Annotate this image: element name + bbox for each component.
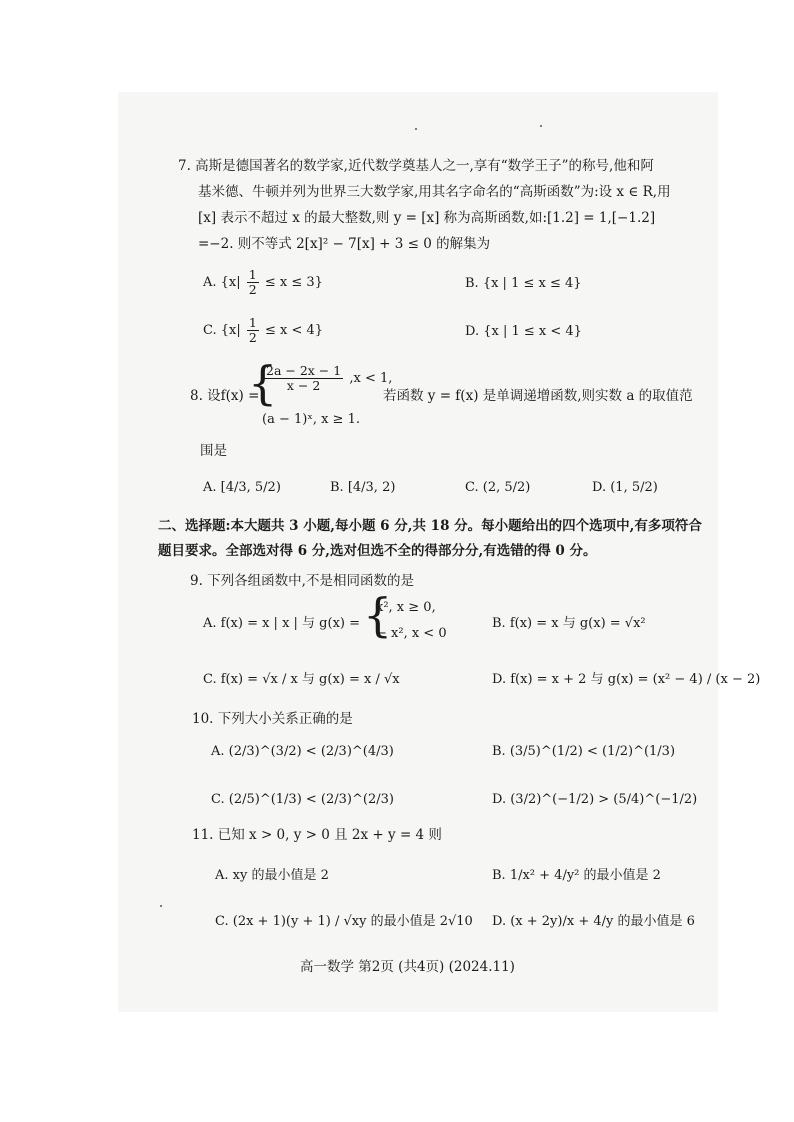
q7-stem-line2: 基米德、牛顿并列为世界三大数学家,用其名字命名的“高斯函数”为:设 x ∈ R,用 xyxy=(198,184,671,200)
q8-case1-condition: ,x < 1, xyxy=(349,371,393,386)
q9-option-d: D. f(x) = x + 2 与 g(x) = (x² − 4) / (x − 2) xyxy=(492,672,761,687)
q9-option-a-case1: x², x ≥ 0, xyxy=(376,600,436,615)
section2-heading-line2: 题目要求。全部选对得 6 分,选对但选不全的得部分分,有选错的得 0 分。 xyxy=(158,543,597,559)
q7-stem-line1: 7. 高斯是德国著名的数学家,近代数学奠基人之一,享有“数学王子”的称号,他和阿 xyxy=(178,158,654,174)
q8-case1 xyxy=(262,364,392,393)
fraction: $\frac{1}{2}$ xyxy=(248,315,257,345)
section2-heading-line1: 二、选择题:本大题共 3 小题,每小题 6 分,共 18 分。每小题给出的四个选项中,有多项符合 xyxy=(158,518,702,534)
fraction: $\frac{1}{2}$ xyxy=(248,267,257,297)
q11-option-a: A. xy 的最小值是 2 xyxy=(215,868,329,883)
q10-stem: 10. 下列大小关系正确的是 xyxy=(192,711,353,727)
q7-option-a-suffix: ≤ x ≤ 3} xyxy=(264,275,323,290)
page-footer: 高一数学 第2页 (共4页) (2024.11) xyxy=(300,959,515,975)
q7-option-a xyxy=(203,268,323,297)
q8-option-a: A. [4/3, 5/2) xyxy=(203,480,281,495)
scan-speck xyxy=(540,125,542,127)
piecewise-brace: { xyxy=(363,588,393,642)
q8-stem-suffix: 若函数 y = f(x) 是单调递增函数,则实数 a 的取值范 xyxy=(383,388,693,404)
q8-option-b: B. [4/3, 2) xyxy=(330,480,396,495)
piecewise-brace: { xyxy=(248,356,278,410)
q7-stem-line4: =−2. 则不等式 2[x]² − 7[x] + 3 ≤ 0 的解集为 xyxy=(198,236,491,252)
q8-option-c: C. (2, 5/2) xyxy=(465,480,531,495)
q10-option-d: D. (3/2)^(−1/2) > (5/4)^(−1/2) xyxy=(492,792,698,807)
q8-option-d: D. (1, 5/2) xyxy=(592,480,658,495)
q8-case2: (a − 1)ˣ, x ≥ 1. xyxy=(262,412,360,427)
q7-stem-line3: [x] 表示不超过 x 的最大整数,则 y = [x] 称为高斯函数,如:[1.2] = 1,[−1.2] xyxy=(198,210,656,226)
q9-option-a-case2: − x², x < 0 xyxy=(376,626,447,641)
q8-stem-line2: 围是 xyxy=(200,443,227,459)
q10-option-b: B. (3/5)^(1/2) < (1/2)^(1/3) xyxy=(492,744,676,759)
q9-option-c: C. f(x) = √x / x 与 g(x) = x / √x xyxy=(203,672,400,687)
q7-option-c-suffix: ≤ x < 4} xyxy=(264,323,324,338)
q11-option-c: C. (2x + 1)(y + 1) / √xy 的最小值是 2√10 xyxy=(215,914,473,929)
q10-option-a: A. (2/3)^(3/2) < (2/3)^(4/3) xyxy=(211,744,394,759)
q11-option-d: D. (x + 2y)/x + 4/y 的最小值是 6 xyxy=(492,914,695,929)
q9-stem: 9. 下列各组函数中,不是相同函数的是 xyxy=(190,573,414,589)
q8-prefix: 8. 设f(x) = xyxy=(190,388,260,404)
scan-speck xyxy=(160,905,162,907)
q11-option-b: B. 1/x² + 4/y² 的最小值是 2 xyxy=(492,868,661,883)
q9-option-a: A. f(x) = x | x | 与 g(x) = xyxy=(203,616,361,631)
q9-option-b: B. f(x) = x 与 g(x) = √x² xyxy=(492,616,646,631)
q7-option-c xyxy=(203,316,323,345)
q11-stem: 11. 已知 x > 0, y > 0 且 2x + y = 4 则 xyxy=(192,827,442,843)
scan-speck xyxy=(415,128,417,130)
q7-option-d: D. {x | 1 ≤ x < 4} xyxy=(465,324,582,339)
q7-option-c-prefix: C. {x| xyxy=(203,323,241,338)
fraction: $\frac{2a - 2x - 1}{x - 2}$ xyxy=(266,363,342,393)
q7-option-b: B. {x | 1 ≤ x ≤ 4} xyxy=(465,276,582,291)
q7-option-a-prefix: A. {x| xyxy=(203,275,241,290)
q10-option-c: C. (2/5)^(1/3) < (2/3)^(2/3) xyxy=(211,792,394,807)
